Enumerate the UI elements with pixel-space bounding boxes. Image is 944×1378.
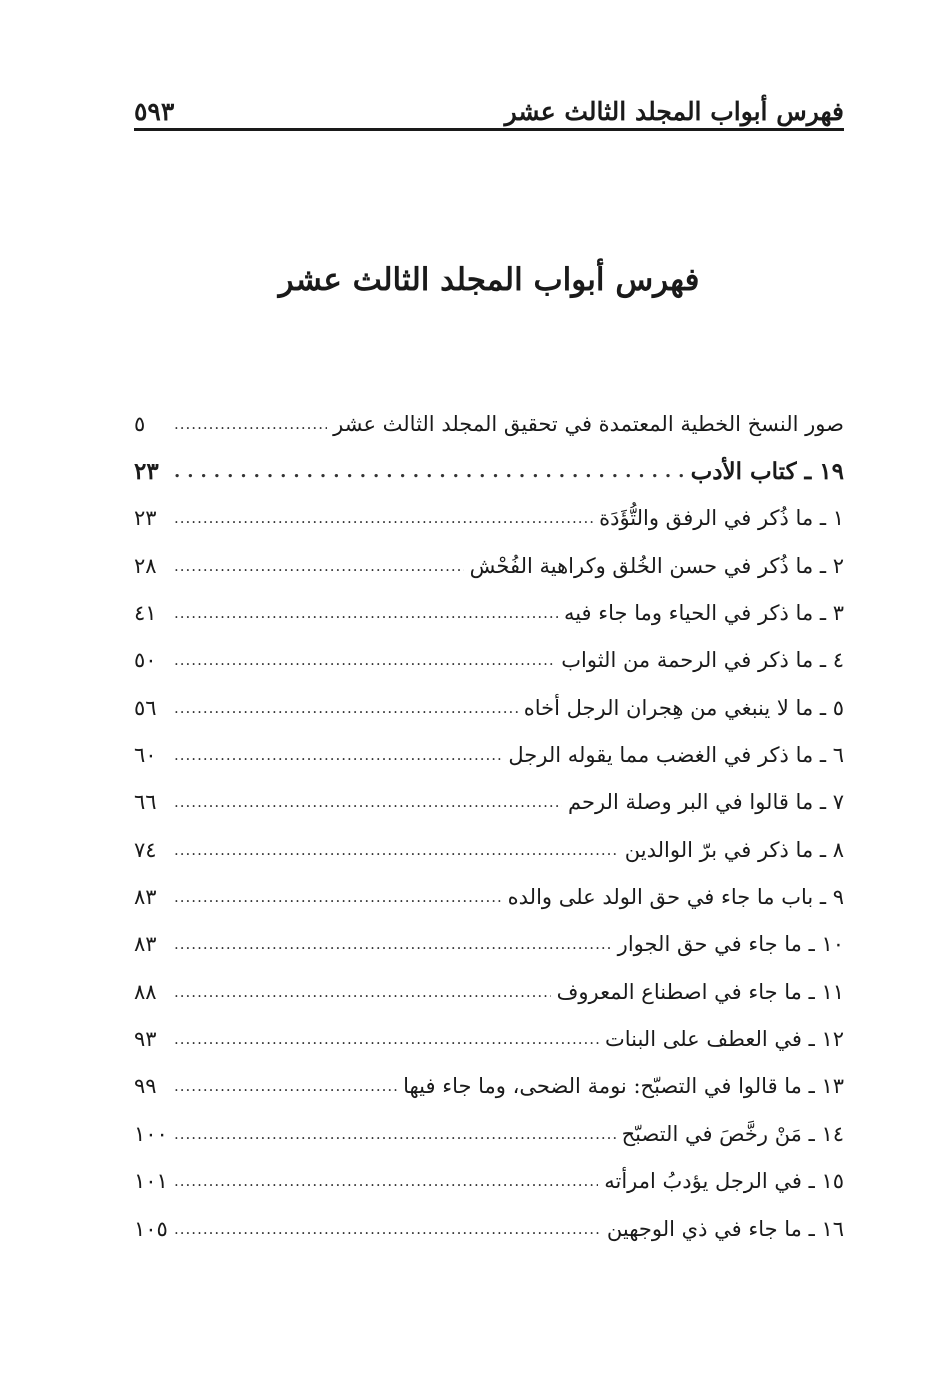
toc-entry (134, 826, 844, 873)
dot-leader (174, 557, 464, 575)
toc-entry-title: ١٢ ـ في العطف على البنات (604, 1027, 844, 1052)
dot-leader (174, 461, 685, 482)
toc-entry (134, 1205, 844, 1252)
toc-entry-title: ٩ ـ باب ما جاء في حق الولد على والده (507, 885, 844, 910)
dot-leader (174, 509, 593, 527)
dot-leader (174, 983, 551, 1001)
dot-leader (174, 746, 502, 764)
header-rule (134, 128, 844, 131)
table-of-contents (134, 400, 844, 1252)
page-number: ٥٩٣ (134, 97, 175, 126)
toc-entry-page: ٦٠ (134, 743, 157, 768)
toc-entry-page: ١٠٥ (134, 1216, 168, 1241)
toc-entry-page: ٦٦ (134, 790, 157, 815)
toc-entry (134, 684, 844, 731)
dot-leader (174, 793, 562, 811)
dot-leader (174, 415, 327, 433)
toc-entry-page: ٨٨ (134, 979, 157, 1004)
toc-entry (134, 589, 844, 636)
toc-entry (134, 779, 844, 826)
toc-entry-title: ٥ ـ ما لا ينبغي من هِجران الرجل أخاه (523, 695, 844, 720)
toc-entry (134, 873, 844, 920)
toc-entry (134, 731, 844, 778)
dot-leader (174, 841, 619, 859)
toc-entry-title: ٢ ـ ما ذُكر في حسن الخُلق وكراهية الفُحْش (469, 553, 844, 578)
toc-entry-title: ٦ ـ ما ذكر في الغضب مما يقوله الرجل (508, 743, 844, 768)
toc-entry-page: ٩٣ (134, 1027, 157, 1052)
toc-entry-page: ٥٦ (134, 695, 157, 720)
toc-entry-title: ١١ ـ ما جاء في اصطناع المعروف (556, 979, 844, 1004)
toc-book-heading (134, 447, 844, 494)
toc-entry-title: ٤ ـ ما ذكر في الرحمة من الثواب (561, 648, 844, 673)
dot-leader (174, 699, 518, 717)
toc-entry-page: ١٠٠ (134, 1121, 168, 1146)
dot-leader (174, 1030, 599, 1048)
toc-entry-page: ٨٣ (134, 885, 157, 910)
toc-entry (134, 921, 844, 968)
toc-entry (134, 1015, 844, 1062)
dot-leader (174, 604, 558, 622)
toc-entry (134, 1063, 844, 1110)
toc-entry-page: ٢٣ (134, 457, 159, 485)
toc-entry-title: ١٣ ـ ما قالوا في التصبّح: نومة الضحى، وما جاء فيها (403, 1074, 844, 1099)
dot-leader (174, 651, 555, 669)
dot-leader (174, 888, 502, 906)
dot-leader (174, 1077, 397, 1095)
toc-entry-title: ٨ ـ ما ذكر في برّ الوالدين (624, 837, 844, 862)
dot-leader (174, 935, 612, 953)
toc-entry (134, 1158, 844, 1205)
toc-entry (134, 637, 844, 684)
toc-entry-page: ٨٣ (134, 932, 157, 957)
toc-entry-title: ١٠ ـ ما جاء في حق الجوار (617, 932, 844, 957)
page-title: فهرس أبواب المجلد الثالث عشر (278, 262, 700, 298)
running-header (134, 86, 844, 126)
toc-entry (134, 1110, 844, 1157)
toc-entry-title: ١٤ ـ مَنْ رخَّصَ في التصبّح (621, 1121, 844, 1146)
toc-entry-page: ٩٩ (134, 1074, 157, 1099)
dot-leader (174, 1125, 616, 1143)
dot-leader (174, 1220, 601, 1238)
toc-entry-title: صور النسخ الخطية المعتمدة في تحقيق المجلد الثالث عشر (333, 411, 844, 436)
toc-entry-page: ٤١ (134, 601, 157, 626)
toc-entry-page: ٢٨ (134, 553, 157, 578)
toc-entry-title: ٣ ـ ما ذكر في الحياء وما جاء فيه (563, 601, 844, 626)
running-title: فهرس أبواب المجلد الثالث عشر (504, 97, 844, 126)
toc-entry-page: ١٠١ (134, 1169, 168, 1194)
toc-entry (134, 495, 844, 542)
toc-entry-page: ٢٣ (134, 506, 157, 531)
toc-entry-page: ٧٤ (134, 837, 157, 862)
toc-entry-page: ٥٠ (134, 648, 157, 673)
toc-entry (134, 968, 844, 1015)
toc-entry-title: ١٥ ـ في الرجل يؤدبُ امرأته (604, 1169, 844, 1194)
dot-leader (174, 1172, 598, 1190)
toc-entry-title: ١ ـ ما ذُكر في الرفق والتُّؤَدَة (599, 506, 844, 531)
toc-entry-page: ٥ (134, 411, 146, 436)
toc-entry-title: ١٦ ـ ما جاء في ذي الوجهين (606, 1216, 844, 1241)
toc-entry-title: ١٩ ـ كتاب الأدب (690, 457, 844, 485)
toc-entry-title: ٧ ـ ما قالوا في البر وصلة الرحم (568, 790, 844, 815)
toc-entry (134, 542, 844, 589)
toc-entry (134, 400, 844, 447)
